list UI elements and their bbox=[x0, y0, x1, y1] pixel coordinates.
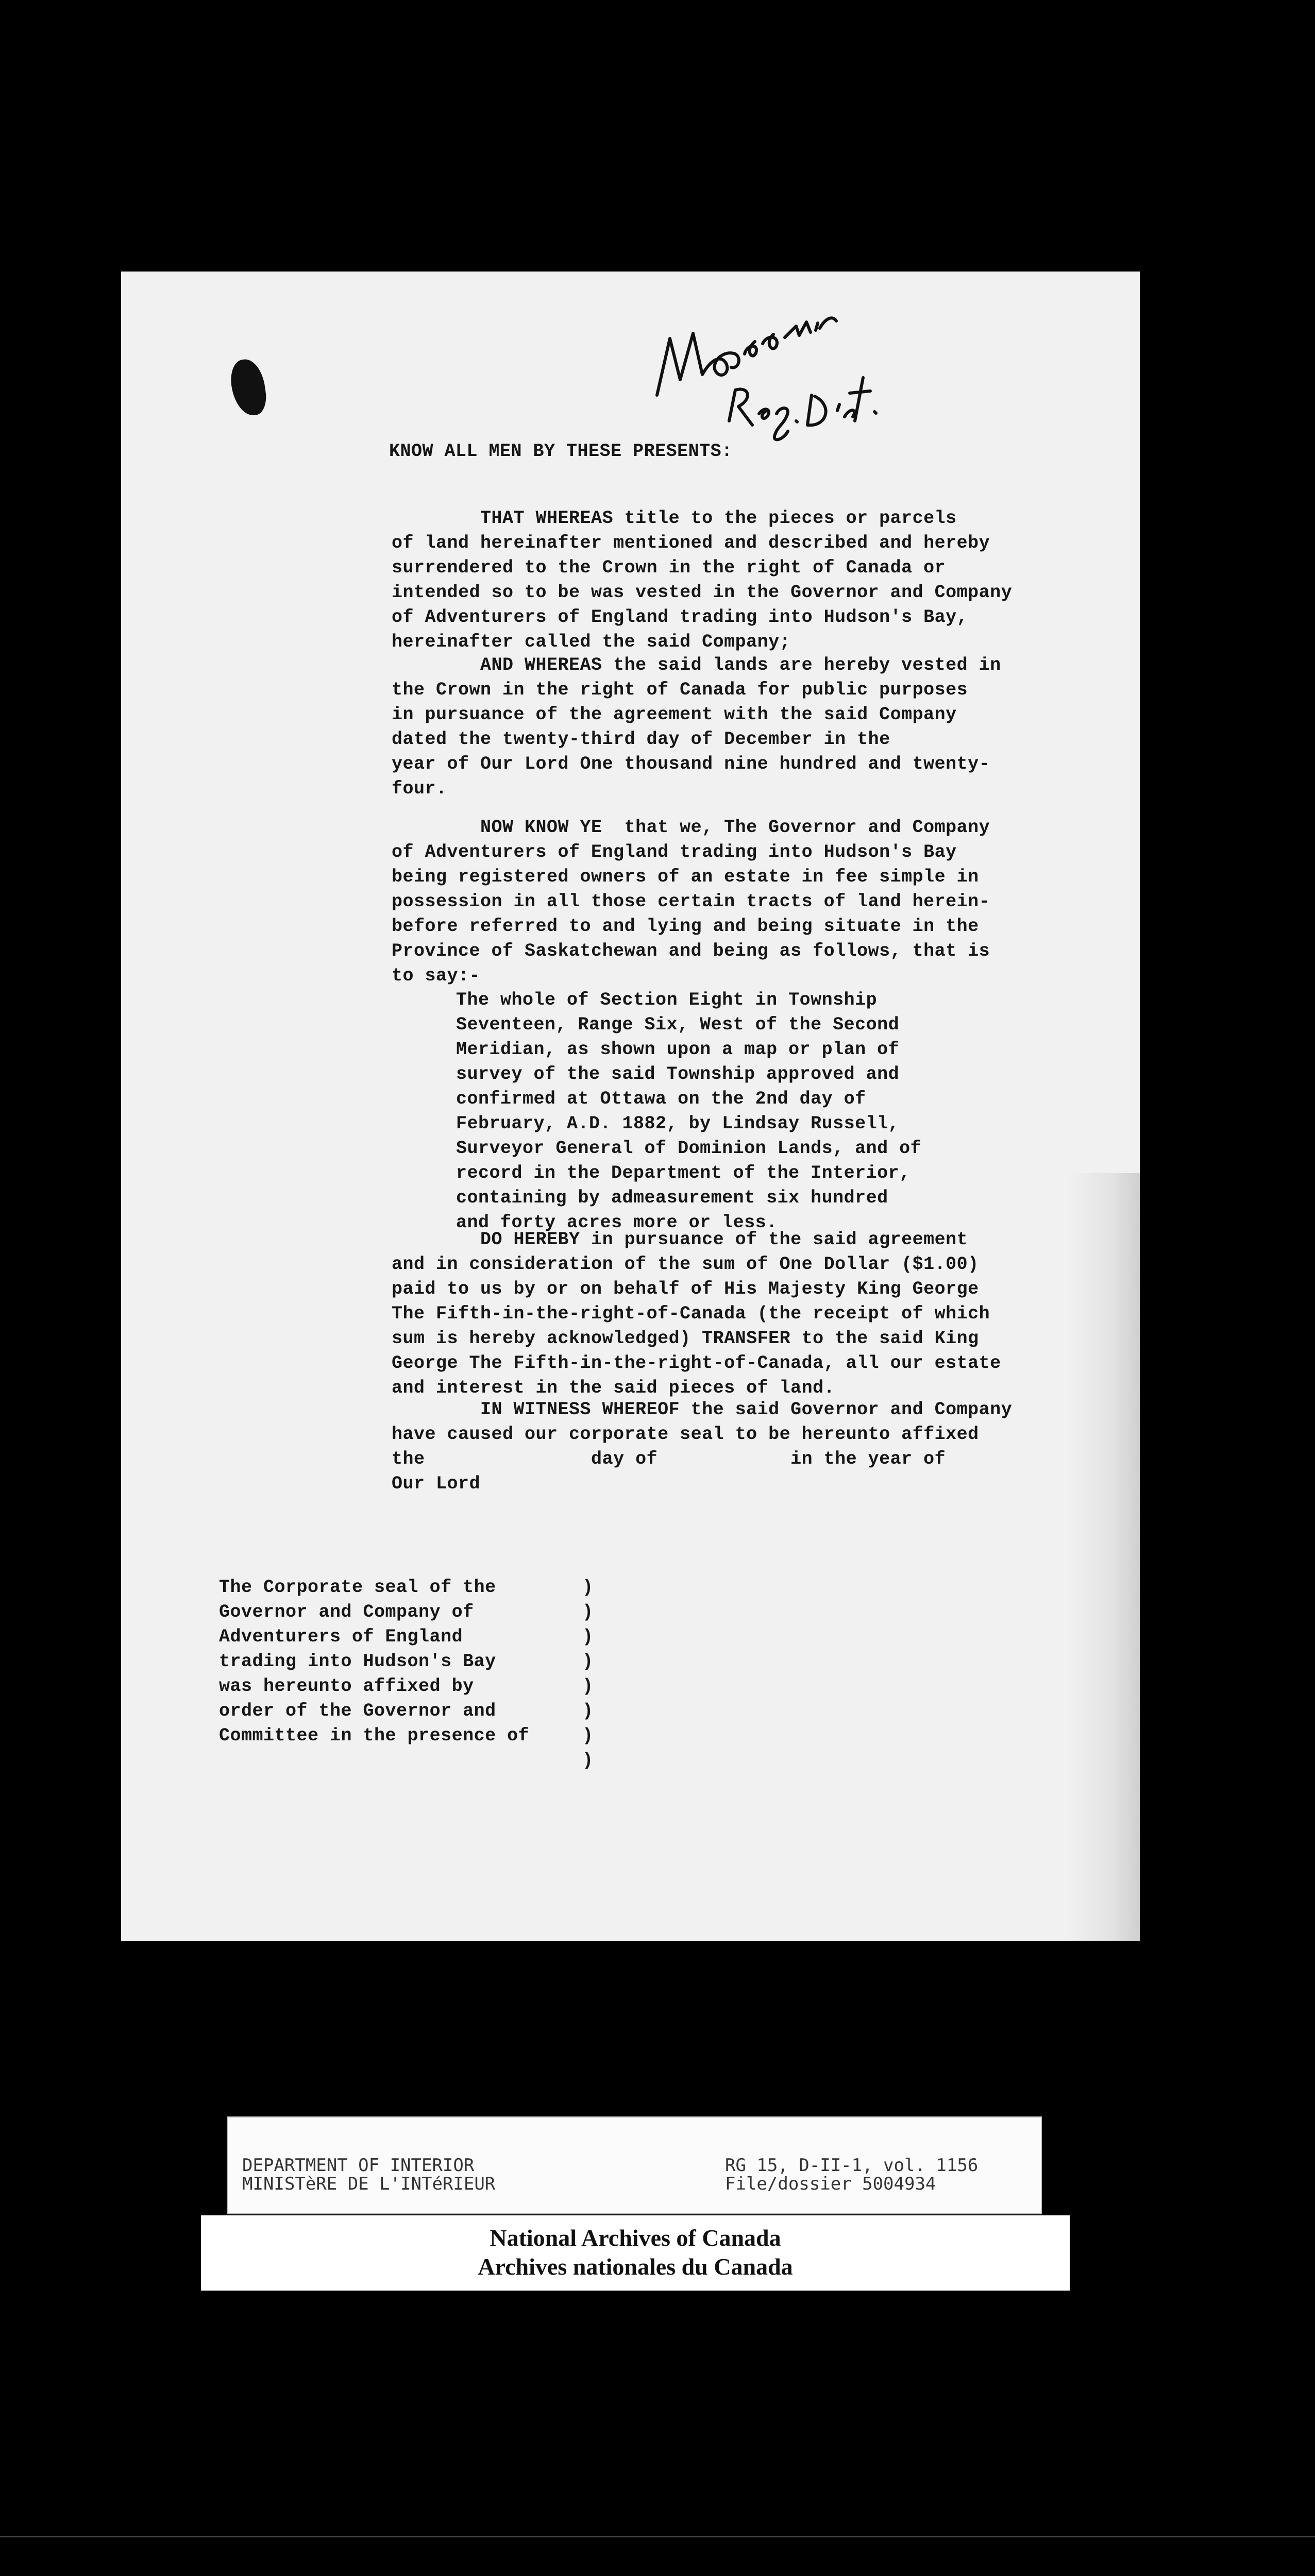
record-group-reference: RG 15, D-II-1, vol. 1156 bbox=[725, 2155, 979, 2176]
in-witness-paragraph: IN WITNESS WHEREOF the said Governor and Company have caused our corporate seal to be hereunto affixed the day of in the year of Our Lord bbox=[392, 1399, 1013, 1494]
ink-blot bbox=[228, 357, 269, 418]
file-reference bbox=[725, 2156, 978, 2193]
document-page bbox=[121, 272, 1140, 1941]
handwritten-annotation bbox=[642, 292, 930, 447]
department-fr: MINISTèRE DE L'INTéRIEUR bbox=[242, 2174, 496, 2194]
file-number: File/dossier 5004934 bbox=[725, 2174, 936, 2194]
document-heading: KNOW ALL MEN BY THESE PRESENTS: bbox=[389, 441, 733, 462]
archive-reference-label bbox=[227, 2116, 1042, 2214]
archives-name-fr: Archives nationales du Canada bbox=[478, 2253, 793, 2280]
archives-name-en: National Archives of Canada bbox=[490, 2225, 781, 2251]
now-know-ye-paragraph: NOW KNOW YE that we, The Governor and Company of Adventurers of England trading into Hudson's Bay being registered owners of an estate in fee simple in possession in all those certain tracts of land herein- before referred to and lying and being situate in the Province of Saskatchewan and being as follows, that is to say:- bbox=[392, 817, 990, 986]
whereas-paragraph: THAT WHEREAS title to the pieces or parcels of land hereinafter mentioned and described and hereby surrendered to the Crown in the right of Canada or intended so to be was vested in the Governor and Company of Adventurers of England trading into Hudson's Bay, hereinafter called the said Company; bbox=[392, 508, 1013, 652]
torn-edge bbox=[1068, 1173, 1140, 1941]
corporate-seal-block: The Corporate seal of the Governor and Company of Adventurers of England trading into Hudson's Bay was hereunto affixed by order of the Governor and Committee in the presence of bbox=[219, 1577, 530, 1746]
seal-brace: ) ) ) ) ) ) ) ) bbox=[582, 1577, 594, 1771]
archives-banner bbox=[201, 2215, 1070, 2291]
department-names bbox=[242, 2156, 495, 2193]
do-hereby-paragraph: DO HEREBY in pursuance of the said agreement and in consideration of the sum of One Dollar ($1.00) paid to us by or on behalf of His Majesty King George The Fifth-in-the-right-of-Canada (the receipt of which sum is hereby acknowledged) TRANSFER to the said King George The Fifth-in-the-right-of-Canada, all our estate and interest in the said pieces of land. bbox=[392, 1229, 1001, 1398]
and-whereas-paragraph: AND WHEREAS the said lands are hereby vested in the Crown in the right of Canada for public purposes in pursuance of the agreement with the said Company dated the twenty-third day of December in the year of Our Lord One thousand nine hundred and twenty- four. bbox=[392, 655, 1001, 799]
department-en: DEPARTMENT OF INTERIOR bbox=[242, 2155, 475, 2176]
land-description: The whole of Section Eight in Township Seventeen, Range Six, West of the Second Meridian, as shown upon a map or plan of survey of the said Township approved and confirmed at Ottawa on the 2nd day of February, A.D. 1882, by Lindsay Russell, Surveyor General of Dominion Lands, and of record in the Department of the Interior, containing by admeasurement six hundred and forty acres more or less. bbox=[456, 990, 922, 1233]
divider bbox=[0, 2536, 1315, 2537]
